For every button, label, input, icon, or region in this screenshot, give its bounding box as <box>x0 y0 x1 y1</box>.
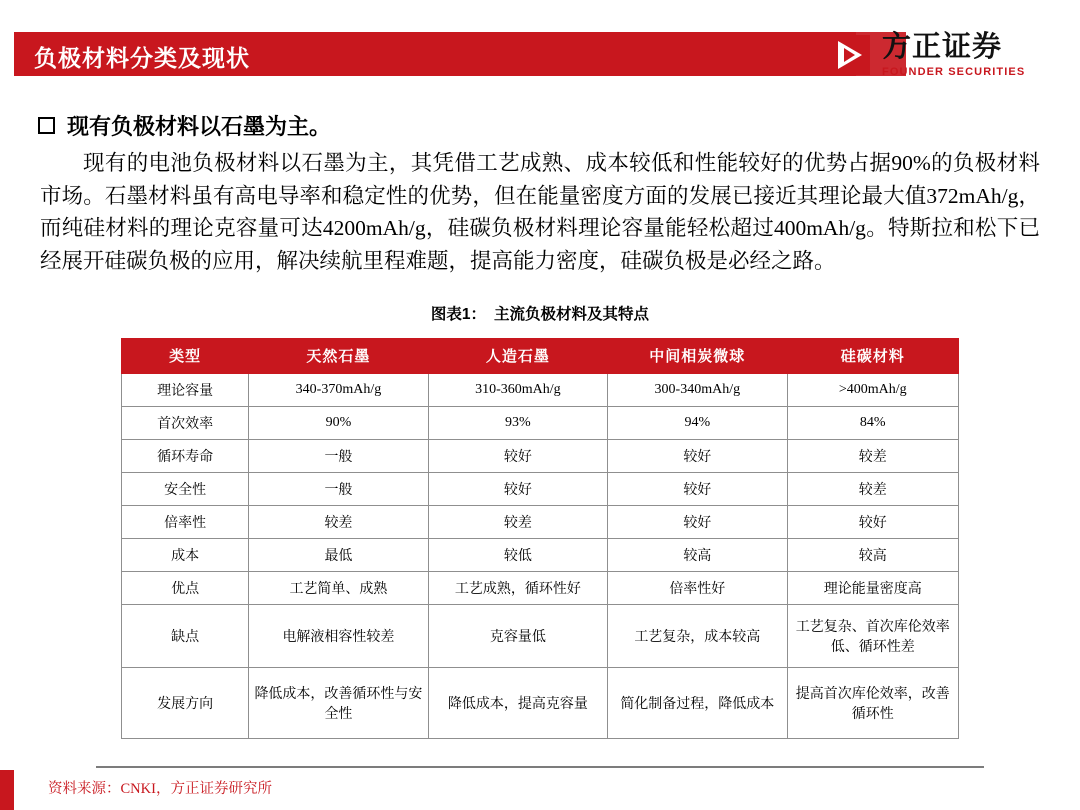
figure-title: 主流负极材料及其特点 <box>494 305 650 323</box>
section-heading <box>38 110 1080 141</box>
section-heading-text: 现有负极材料以石墨为主。 <box>67 114 332 139</box>
cell-value: 工艺成熟，循环性好 <box>428 571 607 604</box>
cell-value: 310-360mAh/g <box>428 373 607 406</box>
slide-content <box>0 110 1080 739</box>
figure-number: 图表1： <box>430 305 487 323</box>
cell-value: 一般 <box>249 472 428 505</box>
cell-value: 降低成本，改善循环性与安全性 <box>249 667 428 738</box>
cell-value: 倍率性好 <box>608 571 787 604</box>
cell-value: 较好 <box>428 439 607 472</box>
row-label: 成本 <box>122 538 249 571</box>
table-col-header-silicon-carbon: 硅碳材料 <box>787 338 958 373</box>
row-label: 理论容量 <box>122 373 249 406</box>
cell-value: 工艺复杂、首次库伦效率低、循环性差 <box>787 604 958 667</box>
table-head <box>122 338 959 373</box>
page-header <box>0 0 1080 96</box>
cell-value: 较好 <box>608 472 787 505</box>
table-body <box>122 373 959 738</box>
row-label: 优点 <box>122 571 249 604</box>
table-row <box>122 373 959 406</box>
logo-company-name-cn: 方正证券 <box>882 31 1003 64</box>
cell-value: 工艺简单、成熟 <box>249 571 428 604</box>
row-label: 首次效率 <box>122 406 249 439</box>
cell-value: 90% <box>249 406 428 439</box>
cell-value: 较高 <box>608 538 787 571</box>
row-label: 倍率性 <box>122 505 249 538</box>
cell-value: 较好 <box>787 505 958 538</box>
cell-value: 较好 <box>608 505 787 538</box>
row-label: 缺点 <box>122 604 249 667</box>
cell-value: 94% <box>608 406 787 439</box>
company-logo <box>828 26 1058 84</box>
table-col-header-artificial-graphite: 人造石墨 <box>428 338 607 373</box>
row-label: 循环寿命 <box>122 439 249 472</box>
cell-value: 93% <box>428 406 607 439</box>
cell-value-highlighted: >400mAh/g <box>787 373 958 406</box>
cell-value: 较差 <box>428 505 607 538</box>
table-row <box>122 472 959 505</box>
founder-logo-icon <box>828 33 872 77</box>
figure-table-wrapper <box>121 338 959 739</box>
table-header-row <box>122 338 959 373</box>
cell-value: 简化制备过程，降低成本 <box>608 667 787 738</box>
table-row <box>122 667 959 738</box>
cell-value: 克容量低 <box>428 604 607 667</box>
table-row <box>122 604 959 667</box>
logo-text <box>882 32 1025 77</box>
footer-divider <box>96 766 984 768</box>
table-col-header-mcmb: 中间相炭微球 <box>608 338 787 373</box>
materials-table <box>121 338 959 739</box>
page-title: 负极材料分类及现状 <box>34 45 250 71</box>
cell-value: 84% <box>787 406 958 439</box>
logo-company-name-en: FOUNDER SECURITIES <box>882 65 1026 78</box>
table-row <box>122 571 959 604</box>
cell-value: 提高首次库伦效率，改善循环性 <box>787 667 958 738</box>
cell-value: 较低 <box>428 538 607 571</box>
table-row <box>122 505 959 538</box>
cell-value: 工艺复杂，成本较高 <box>608 604 787 667</box>
cell-value: 较差 <box>249 505 428 538</box>
header-title-bar <box>14 32 856 76</box>
cell-value: 较好 <box>428 472 607 505</box>
body-paragraph: 现有的电池负极材料以石墨为主，其凭借工艺成熟、成本较低和性能较好的优势占据90%的负极材料市场。石墨材料虽有高电导率和稳定性的优势，但在能量密度方面的发展已接近其理论最大值372mAh/g，而纯硅材料的理论克容量可达4200mAh/g，硅碳负极材料理论容量能轻松超过400mAh/g。特斯拉和松下已经展开硅碳负极的应用，解决续航里程难题，提高能力密度，硅碳负极是必经之路。 <box>40 151 1040 274</box>
table-row <box>122 538 959 571</box>
cell-value: 最低 <box>249 538 428 571</box>
cell-value: 一般 <box>249 439 428 472</box>
cell-value: 较高 <box>787 538 958 571</box>
cell-value: 降低成本，提高克容量 <box>428 667 607 738</box>
table-row <box>122 439 959 472</box>
footer-accent-block <box>0 770 14 810</box>
cell-value: 较好 <box>608 439 787 472</box>
cell-value: 340-370mAh/g <box>249 373 428 406</box>
table-col-header-natural-graphite: 天然石墨 <box>249 338 428 373</box>
row-label: 发展方向 <box>122 667 249 738</box>
figure-caption <box>0 302 1080 324</box>
table-row <box>122 406 959 439</box>
table-col-header-type: 类型 <box>122 338 249 373</box>
source-note: 资料来源：CNKI，方正证券研究所 <box>48 781 272 797</box>
cell-value: 较差 <box>787 439 958 472</box>
row-label: 安全性 <box>122 472 249 505</box>
cell-value: 理论能量密度高 <box>787 571 958 604</box>
cell-value: 电解液相容性较差 <box>249 604 428 667</box>
cell-value: 较差 <box>787 472 958 505</box>
square-bullet-icon <box>38 117 55 134</box>
cell-value: 300-340mAh/g <box>608 373 787 406</box>
